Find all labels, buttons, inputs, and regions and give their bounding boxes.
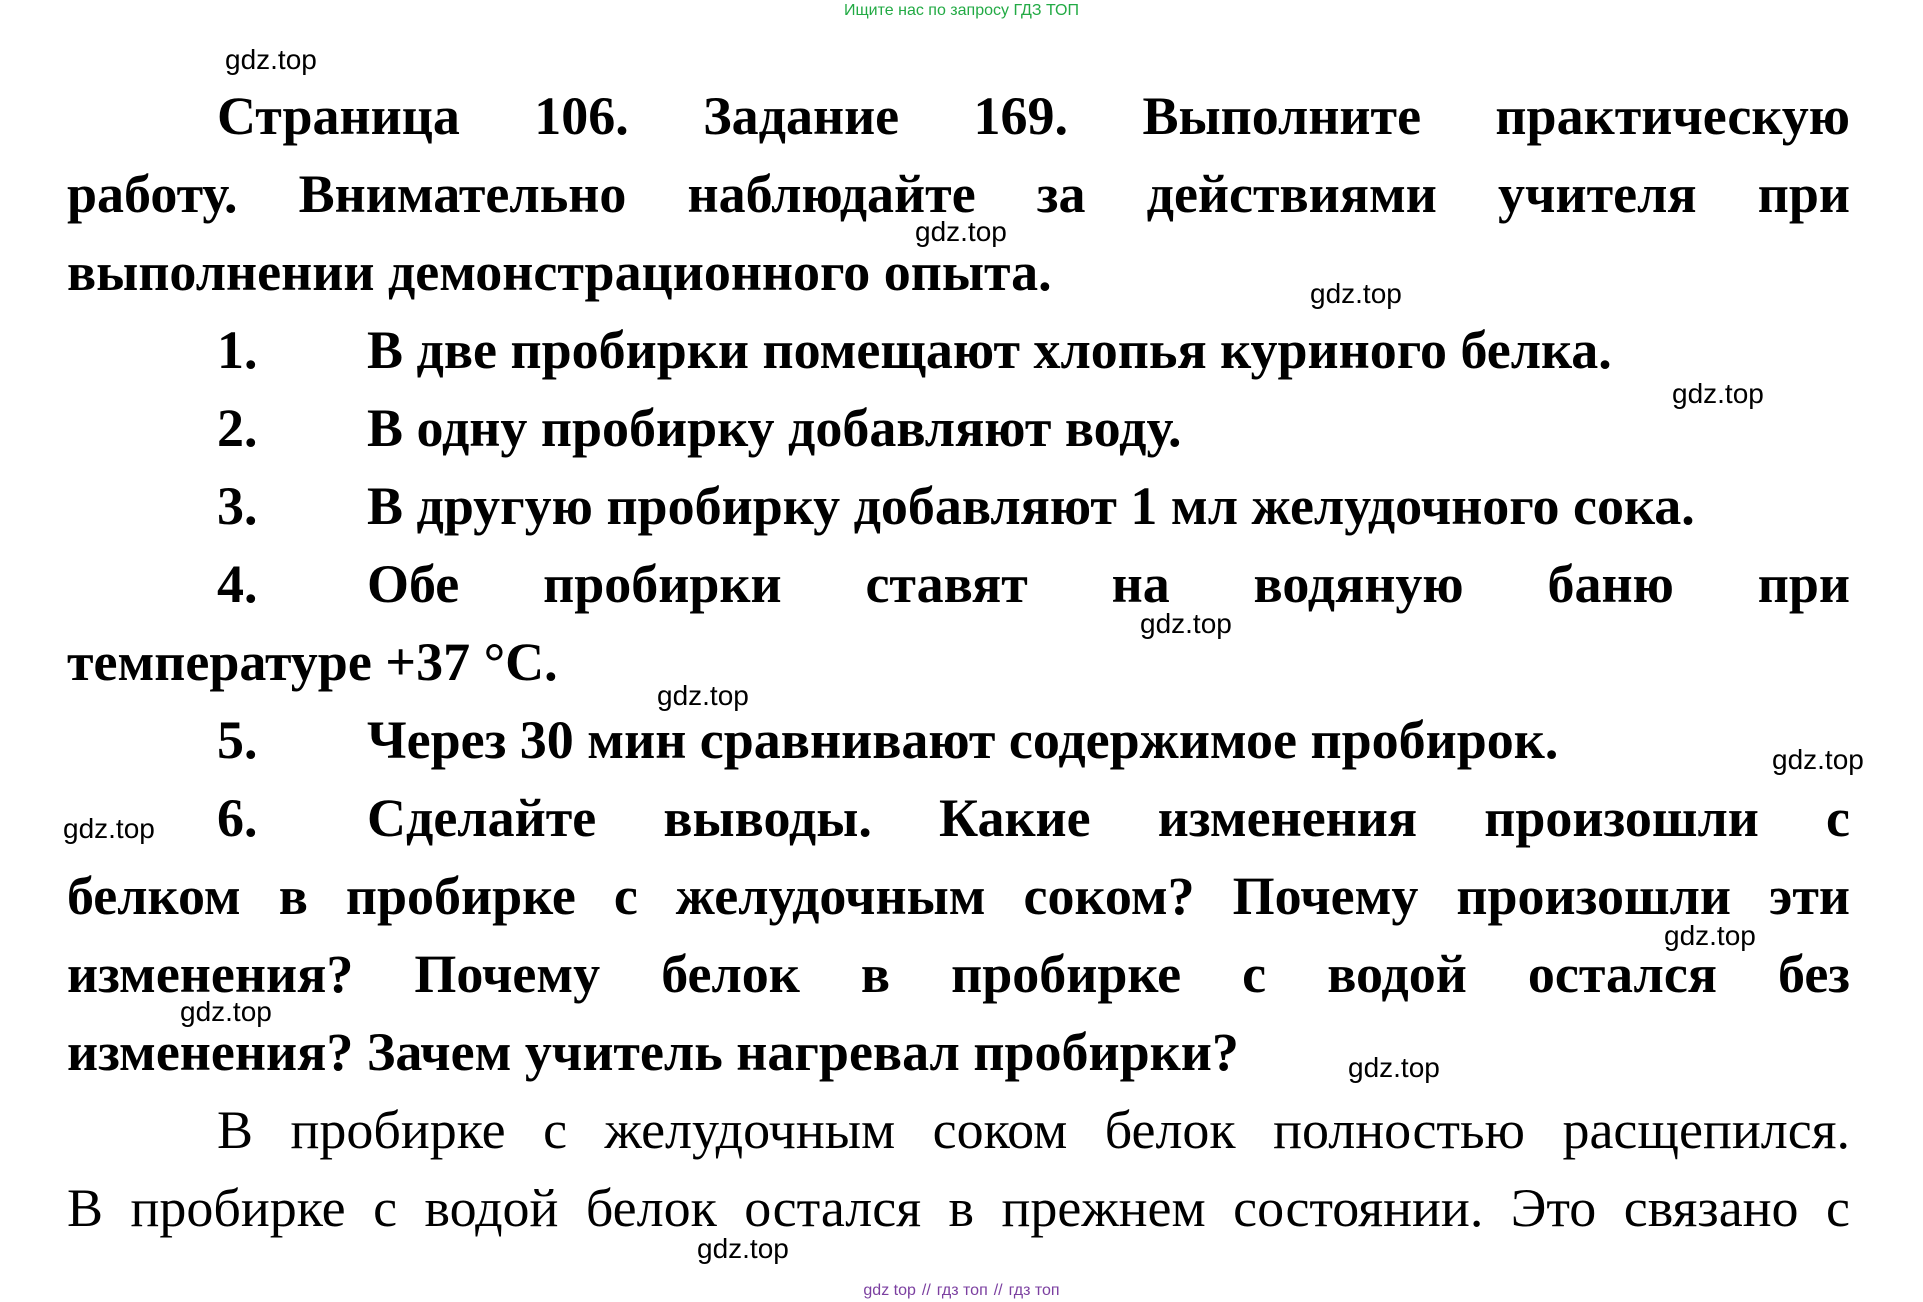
step-6 (67, 779, 1850, 857)
step-number: 3. (217, 476, 258, 536)
watermark: gdz.top (1664, 920, 1756, 951)
step-3 (67, 467, 1850, 545)
step-text: В две пробирки помещают хлопья куриного белка. (367, 320, 1612, 380)
footer-link[interactable]: гдз топ (936, 1282, 988, 1299)
watermark: gdz.top (225, 44, 317, 75)
step-5 (67, 701, 1850, 779)
watermark: gdz.top (657, 680, 749, 711)
answer-line-2: В пробирке с водой белок остался в прежнем состоянии. Это связано с (67, 1178, 1850, 1238)
footer-separator: // (921, 1282, 931, 1299)
step-4-continuation: температуре +37 °С. (67, 632, 558, 692)
step-number: 4. (217, 554, 258, 614)
step-number: 2. (217, 398, 258, 458)
step-text: В одну пробирку добавляют воду. (367, 398, 1182, 458)
watermark: gdz.top (1310, 278, 1402, 309)
step-number: 5. (217, 710, 258, 770)
watermark: gdz.top (915, 216, 1007, 247)
step-number: 6. (217, 788, 258, 848)
watermark: gdz.top (697, 1233, 789, 1264)
watermark: gdz.top (1672, 378, 1764, 409)
promo-link[interactable]: Ищите нас по запросу ГДЗ ТОП (844, 2, 1079, 19)
step-number: 1. (217, 320, 258, 380)
step-6-continuation-1: белком в пробирке с желудочным соком? Почему произошли эти (67, 866, 1850, 926)
watermark: gdz.top (63, 813, 155, 844)
answer-line-1: В пробирке с желудочным соком белок полностью расщепился. (217, 1100, 1850, 1160)
step-text: Через 30 мин сравнивают содержимое пробирок. (367, 710, 1559, 770)
footer-separator: // (993, 1282, 1003, 1299)
watermark: gdz.top (180, 996, 272, 1027)
footer-links (0, 1282, 1923, 1300)
step-text: В другую пробирку добавляют 1 мл желудочного сока. (367, 476, 1695, 536)
step-6-continuation-2: изменения? Почему белок в пробирке с водой остался без (67, 944, 1850, 1004)
step-1 (67, 311, 1850, 389)
watermark: gdz.top (1348, 1052, 1440, 1083)
step-4 (67, 545, 1850, 623)
task-heading-line-3: выполнении демонстрационного опыта. (67, 242, 1052, 302)
watermark: gdz.top (1140, 608, 1232, 639)
footer-link[interactable]: гдз топ (1008, 1282, 1060, 1299)
footer-link[interactable]: gdz top (863, 1282, 916, 1299)
step-2 (67, 389, 1850, 467)
step-text: Сделайте выводы. Какие изменения произошли с (367, 788, 1850, 848)
task-heading-line-2: работу. Внимательно наблюдайте за действиями учителя при (67, 164, 1850, 224)
step-text: Обе пробирки ставят на водяную баню при (367, 554, 1850, 614)
watermark: gdz.top (1772, 744, 1864, 775)
task-heading-line-1: Страница 106. Задание 169. Выполните практическую (217, 86, 1850, 146)
step-6-continuation-3: изменения? Зачем учитель нагревал пробирки? (67, 1022, 1239, 1082)
